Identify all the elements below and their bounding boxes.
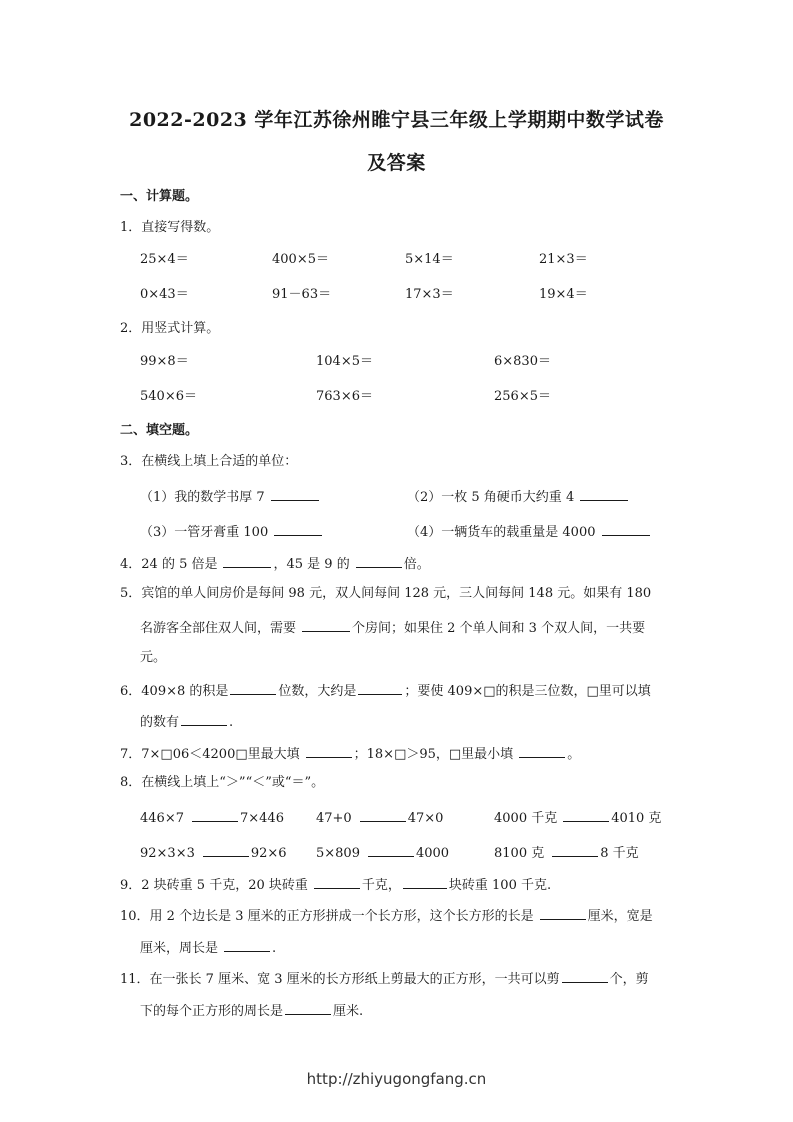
question-6: 6．409×8 的积是 位数，大约是 ；要使 409×□的积是三位数，□里可以填 [120, 680, 651, 701]
compare-item: 4000 千克 4010 克 [494, 807, 661, 828]
calc-item: 21×3＝ [539, 252, 588, 267]
compare-item: 47+0 47×0 [316, 807, 443, 828]
question-10: 10．用 2 个边长是 3 厘米的正方形拼成一个长方形，这个长方形的长是 厘米，宽是 [120, 905, 653, 926]
answer-blank[interactable] [181, 711, 227, 726]
question-1: 1．直接写得数。 [120, 220, 220, 235]
page-title: 2022-2023 学年江苏徐州睢宁县三年级上学期期中数学试卷 [129, 109, 664, 131]
answer-blank[interactable] [562, 968, 608, 983]
question-10-line2: 厘米，周长是 . [140, 937, 276, 958]
compare-item: 446×7 7×446 [140, 807, 284, 828]
answer-blank[interactable] [274, 521, 322, 536]
answer-blank[interactable] [368, 842, 414, 857]
unit-item: （2）一枚 5 角硬币大约重 4 [407, 486, 630, 507]
footer-url[interactable]: http://zhiyugongfang.cn [306, 1070, 487, 1088]
answer-blank[interactable] [360, 807, 406, 822]
vertical-calc-item: 104×5＝ [316, 354, 373, 369]
question-2: 2．用竖式计算。 [120, 321, 220, 336]
question-5-line3: 元。 [140, 650, 167, 665]
answer-blank[interactable] [223, 553, 271, 568]
answer-blank[interactable] [519, 743, 565, 758]
answer-blank[interactable] [302, 617, 350, 632]
unit-item: （4）一辆货车的载重量是 4000 [407, 521, 652, 542]
question-4: 4．24 的 5 倍是 ，45 是 9 的 倍。 [120, 553, 430, 574]
vertical-calc-item: 540×6＝ [140, 389, 197, 404]
answer-blank[interactable] [580, 486, 628, 501]
question-11: 11．在一张长 7 厘米、宽 3 厘米的长方形纸上剪最大的正方形，一共可以剪 个，剪 [120, 968, 649, 989]
answer-blank[interactable] [540, 905, 586, 920]
vertical-calc-item: 256×5＝ [494, 389, 551, 404]
page-title-line2: 及答案 [367, 152, 426, 174]
question-9: 9．2 块砖重 5 千克，20 块砖重 千克， 块砖重 100 千克. [120, 874, 551, 895]
unit-item: （3）一管牙膏重 100 [140, 521, 324, 542]
answer-blank[interactable] [602, 521, 650, 536]
question-7: 7．7×□06＜4200□里最大填 ；18×□＞95，□里最小填 。 [120, 743, 580, 764]
question-8: 8．在横线上填上“＞”“＜”或“＝”。 [120, 775, 325, 790]
answer-blank[interactable] [306, 743, 352, 758]
question-5-line2: 名游客全部住双人间，需要 个房间；如果住 2 个单人间和 3 个双人间，一共要 [140, 617, 645, 638]
answer-blank[interactable] [192, 807, 238, 822]
compare-item: 8100 克 8 千克 [494, 842, 639, 863]
question-6-line2: 的数有 . [140, 711, 233, 732]
vertical-calc-item: 763×6＝ [316, 389, 373, 404]
calc-item: 25×4＝ [140, 252, 189, 267]
answer-blank[interactable] [230, 680, 276, 695]
question-5: 5．宾馆的单人间房价是每间 98 元，双人间每间 128 元，三人间每间 148 元。如果有 180 [120, 586, 652, 601]
answer-blank[interactable] [356, 553, 402, 568]
section-heading-calc: 一、计算题。 [120, 189, 199, 204]
answer-blank[interactable] [271, 486, 319, 501]
question-11-line2: 下的每个正方形的周长是 厘米. [140, 1000, 363, 1021]
calc-item: 91－63＝ [272, 287, 332, 302]
answer-blank[interactable] [563, 807, 609, 822]
calc-item: 0×43＝ [140, 287, 189, 302]
calc-item: 5×14＝ [405, 252, 454, 267]
answer-blank[interactable] [403, 874, 447, 889]
unit-item: （1）我的数学书厚 7 [140, 486, 321, 507]
compare-item: 92×3×3 92×6 [140, 842, 287, 863]
question-3: 3．在横线上填上合适的单位： [120, 454, 298, 469]
calc-item: 17×3＝ [405, 287, 454, 302]
calc-item: 400×5＝ [272, 252, 329, 267]
vertical-calc-item: 6×830＝ [494, 354, 551, 369]
answer-blank[interactable] [285, 1000, 331, 1015]
answer-blank[interactable] [358, 680, 402, 695]
compare-item: 5×809 4000 [316, 842, 449, 863]
answer-blank[interactable] [203, 842, 249, 857]
answer-blank[interactable] [224, 937, 270, 952]
answer-blank[interactable] [552, 842, 598, 857]
section-heading-fill: 二、填空题。 [120, 423, 199, 438]
answer-blank[interactable] [314, 874, 360, 889]
calc-item: 19×4＝ [539, 287, 588, 302]
vertical-calc-item: 99×8＝ [140, 354, 189, 369]
